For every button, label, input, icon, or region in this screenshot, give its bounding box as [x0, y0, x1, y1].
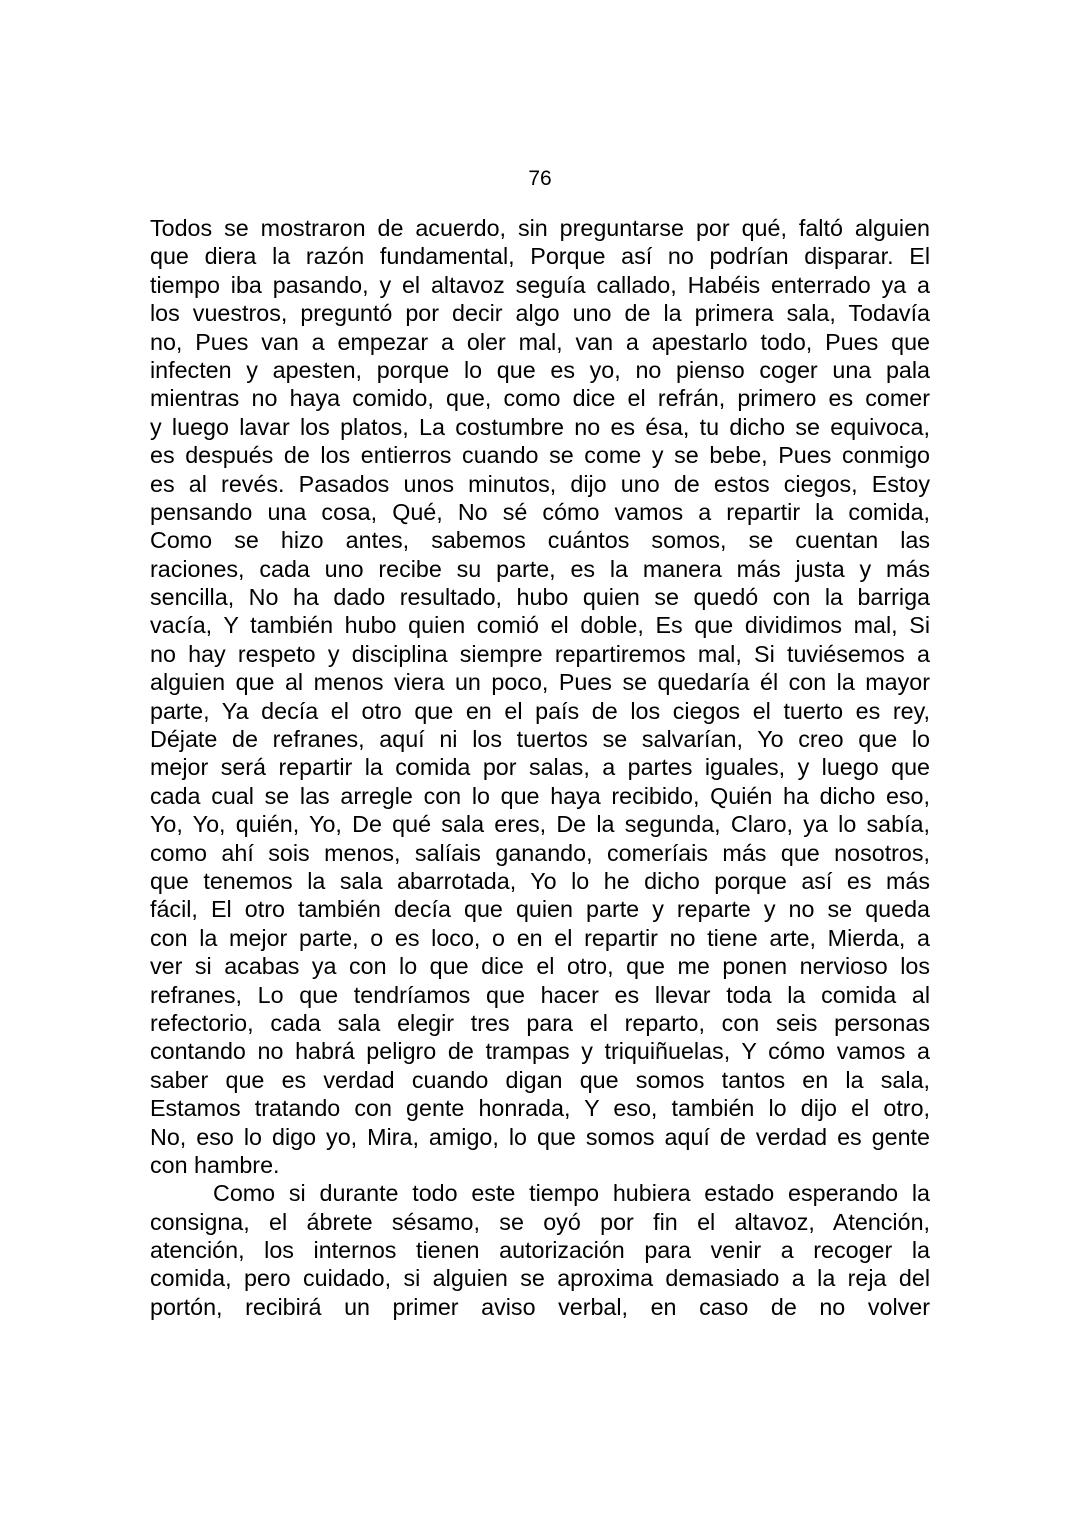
text-line: como ahí sois menos, salíais ganando, comeríais más que nosotros,: [150, 839, 930, 866]
text-line: Yo, Yo, quién, Yo, De qué sala eres, De la segunda, Claro, ya lo sabía,: [150, 811, 930, 838]
text-line: no, Pues van a empezar a oler mal, van a apestarlo todo, Pues que: [150, 328, 930, 355]
text-line: con hambre.: [150, 1151, 280, 1178]
text-line: tiempo iba pasando, y el altavoz seguía callado, Habéis enterrado ya a: [150, 271, 930, 298]
text-line: y luego lavar los platos, La costumbre no es ésa, tu dicho se equivoca,: [150, 413, 930, 440]
text-line: refranes, Lo que tendríamos que hacer es llevar toda la comida al: [150, 981, 930, 1008]
text-line: mientras no haya comido, que, como dice el refrán, primero es comer: [150, 385, 930, 412]
text-line: refectorio, cada sala elegir tres para el reparto, con seis personas: [150, 1009, 930, 1036]
text-line: consigna, el ábrete sésamo, se oyó por fin el altavoz, Atención,: [150, 1208, 930, 1235]
text-line: Como se hizo antes, sabemos cuántos somos, se cuentan las: [150, 527, 930, 554]
text-line: sencilla, No ha dado resultado, hubo quien se quedó con la barriga: [150, 584, 930, 611]
text-line: los vuestros, preguntó por decir algo uno de la primera sala, Todavía: [150, 300, 930, 327]
text-line: que diera la razón fundamental, Porque así no podrían disparar. El: [150, 243, 930, 270]
paragraph: [150, 1179, 930, 1321]
text-line: infecten y apesten, porque lo que es yo, no pienso coger una pala: [150, 356, 930, 383]
text-line: parte, Ya decía el otro que en el país de los ciegos el tuerto es rey,: [150, 697, 930, 724]
text-line: raciones, cada uno recibe su parte, es la manera más justa y más: [150, 555, 930, 582]
text-line: No, eso lo digo yo, Mira, amigo, lo que somos aquí de verdad es gente: [150, 1123, 930, 1150]
text-line: Déjate de refranes, aquí ni los tuertos se salvarían, Yo creo que lo: [150, 726, 930, 753]
page-number: 76: [528, 167, 552, 190]
text-line: no hay respeto y disciplina siempre repartiremos mal, Si tuviésemos a: [150, 640, 930, 667]
text-line: vacía, Y también hubo quien comió el doble, Es que dividimos mal, Si: [150, 612, 930, 639]
text-line: contando no habrá peligro de trampas y triquiñuelas, Y cómo vamos a: [150, 1038, 930, 1065]
paragraph: [150, 214, 930, 1179]
text-line: Todos se mostraron de acuerdo, sin preguntarse por qué, faltó alguien: [150, 215, 930, 241]
text-line: es al revés. Pasados unos minutos, dijo uno de estos ciegos, Estoy: [150, 470, 930, 497]
text-line: Como si durante todo este tiempo hubiera estado esperando la: [213, 1180, 930, 1207]
text-line: ver si acabas ya con lo que dice el otro, que me ponen nervioso los: [150, 953, 930, 980]
text-line: alguien que al menos viera un poco, Pues se quedaría él con la mayor: [150, 669, 930, 696]
text-line: con la mejor parte, o es loco, o en el repartir no tiene arte, Mierda, a: [150, 924, 930, 951]
text-line: fácil, El otro también decía que quien parte y reparte y no se queda: [150, 896, 930, 923]
body-text: [150, 214, 930, 1321]
text-line: que tenemos la sala abarrotada, Yo lo he dicho porque así es más: [150, 867, 930, 894]
text-line: saber que es verdad cuando digan que somos tantos en la sala,: [150, 1066, 930, 1093]
text-line: pensando una cosa, Qué, No sé cómo vamos a repartir la comida,: [150, 498, 930, 525]
text-line: comida, pero cuidado, si alguien se aproxima demasiado a la reja del: [150, 1265, 930, 1292]
text-line: cada cual se las arregle con lo que haya recibido, Quién ha dicho eso,: [150, 782, 930, 809]
text-line: portón, recibirá un primer aviso verbal, en caso de no volver: [150, 1293, 930, 1320]
text-line: Estamos tratando con gente honrada, Y eso, también lo dijo el otro,: [150, 1095, 930, 1122]
text-line: mejor será repartir la comida por salas, a partes iguales, y luego que: [150, 754, 930, 781]
text-line: es después de los entierros cuando se come y se bebe, Pues conmigo: [150, 442, 930, 469]
text-line: atención, los internos tienen autorización para venir a recoger la: [150, 1237, 930, 1264]
